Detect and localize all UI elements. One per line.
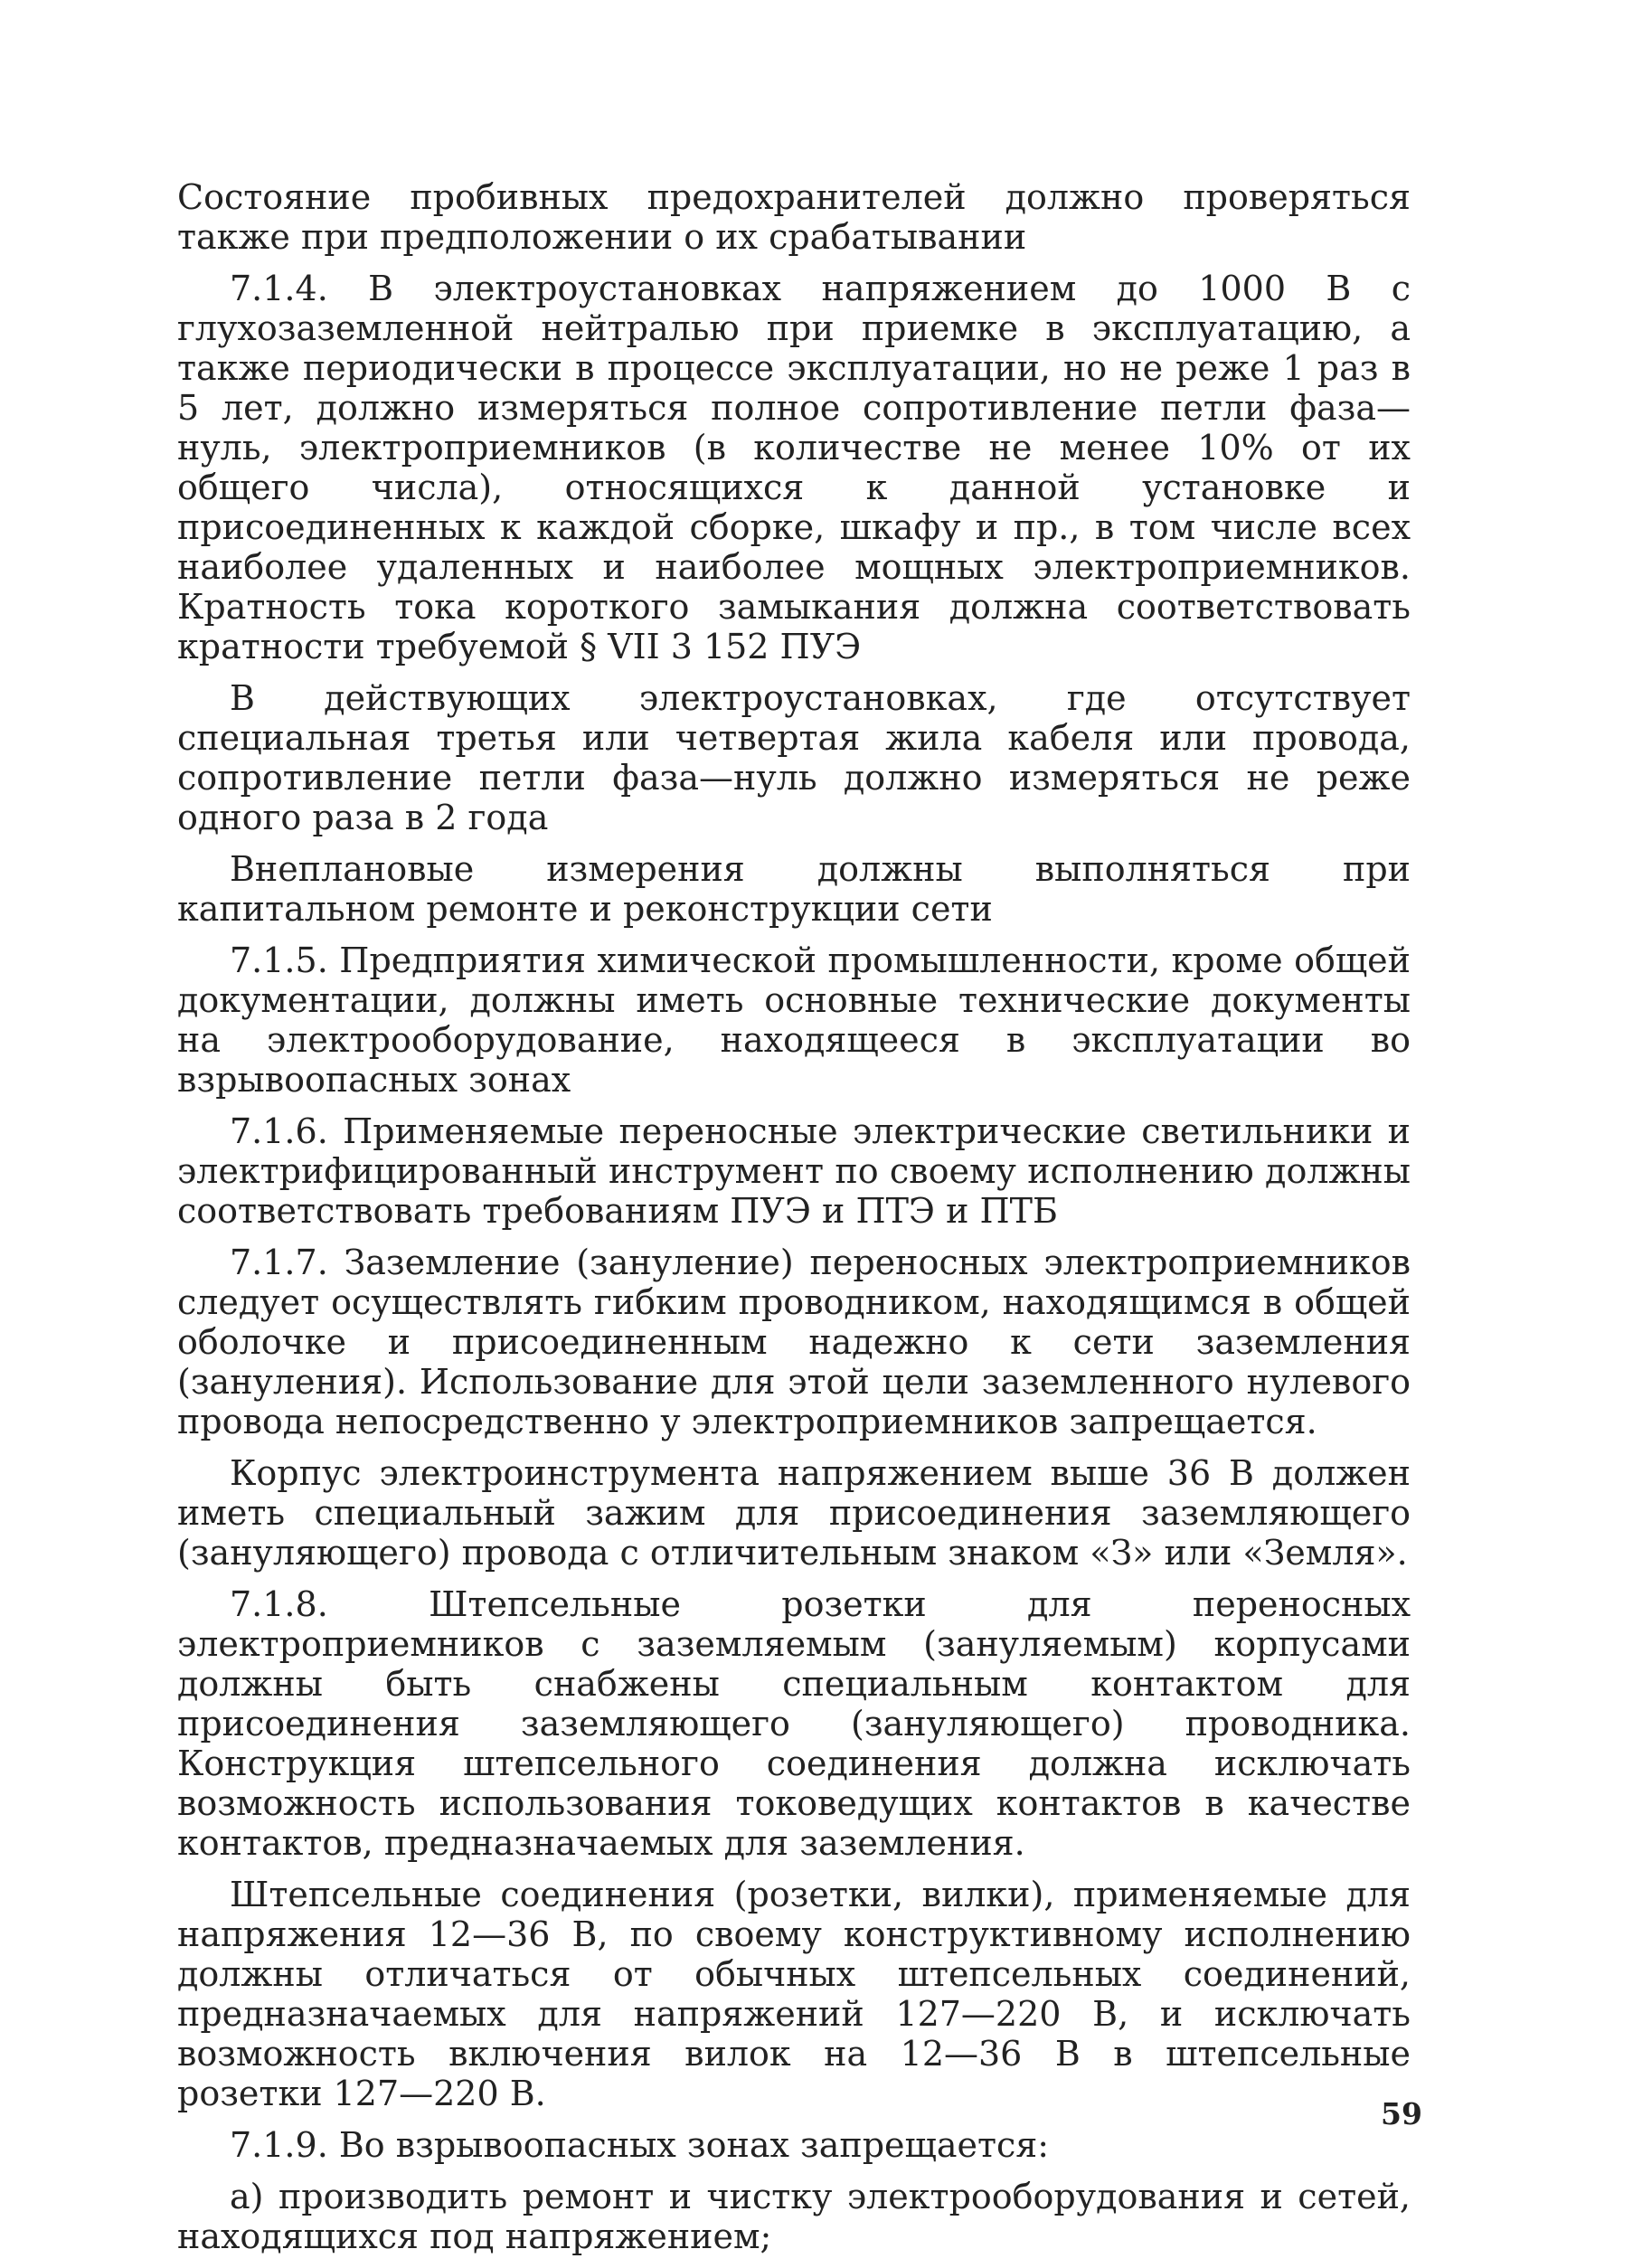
paragraph-7-1-6: 7.1.6. Применяемые переносные электрические светильники и электрифицированный инструмент по своему исполнению должны соответствовать требованиям ПУЭ и ПТЭ и ПТБ: [177, 1111, 1411, 1231]
paragraph-7-1-5: 7.1.5. Предприятия химической промышленности, кроме общей документации, должны иметь основные технические документы на электрооборудование, находящееся в эксплуатации во взрывоопасных зонах: [177, 940, 1411, 1100]
paragraph-unplanned-measurements: Внеплановые измерения должны выполняться при капитальном ремонте и реконструкции сети: [177, 849, 1411, 929]
paragraph-7-1-7: 7.1.7. Заземление (зануление) переносных электроприемников следует осуществлять гибким проводником, находящимся в общей оболочке и присоединенным надежно к сети заземления (зануления). Использование для этой цели заземленного нулевого провода непосредственно у электроприемников запрещается.: [177, 1243, 1411, 1441]
paragraph-existing-installations: В действующих электроустановках, где отсутствует специальная третья или четвертая жила кабеля или провода, сопротивление петли фаза—нуль должно измеряться не реже одного раза в 2 года: [177, 678, 1411, 837]
paragraph-7-1-8: 7.1.8. Штепсельные розетки для переносных электроприемников с заземляемым (зануляемым) корпусами должны быть снабжены специальным контактом для присоединения заземляющего (зануляющего) проводника. Конструкция штепсельного соединения должна исключать возможность использования токоведущих контактов в качестве контактов, предназначаемых для заземления.: [177, 1584, 1411, 1863]
paragraph-fuse-check: Состояние пробивных предохранителей должно проверяться также при предположении о их срабатывании: [177, 177, 1411, 257]
page-body: [177, 177, 1411, 2268]
page-number: 59: [1381, 2096, 1422, 2131]
paragraph-tool-housing: Корпус электроинструмента напряжением выше 36 В должен иметь специальный зажим для присоединения заземляющего (зануляющего) провода с отличительным знаком «З» или «Земля».: [177, 1453, 1411, 1573]
paragraph-7-1-9: 7.1.9. Во взрывоопасных зонах запрещается:: [230, 2125, 1050, 2165]
paragraph-7-1-4: 7.1.4. В электроустановках напряжением до 1000 В с глухозаземленной нейтралью при приемке в эксплуатацию, а также периодически в процессе эксплуатации, но не реже 1 раз в 5 лет, должно измеряться полное сопротивление петли фаза—нуль, электроприемников (в количестве не менее 10% от их общего числа), относящихся к данной установке и присоединенных к каждой сборке, шкафу и пр., в том числе всех наиболее удаленных и наиболее мощных электроприемников. Кратность тока короткого замыкания должна соответствовать кратности требуемой § VII 3 152 ПУЭ: [177, 269, 1411, 666]
paragraph-plug-connections: Штепсельные соединения (розетки, вилки), применяемые для напряжения 12—36 В, по своему конструктивному исполнению должны отличаться от обычных штепсельных соединений, предназначаемых для напряжений 127—220 В, и исключать возможность включения вилок на 12—36 В в штепсельные розетки 127—220 В.: [177, 1875, 1411, 2113]
paragraph-7-1-9-a: а) производить ремонт и чистку электрооборудования и сетей, находящихся под напряжением;: [177, 2177, 1411, 2256]
